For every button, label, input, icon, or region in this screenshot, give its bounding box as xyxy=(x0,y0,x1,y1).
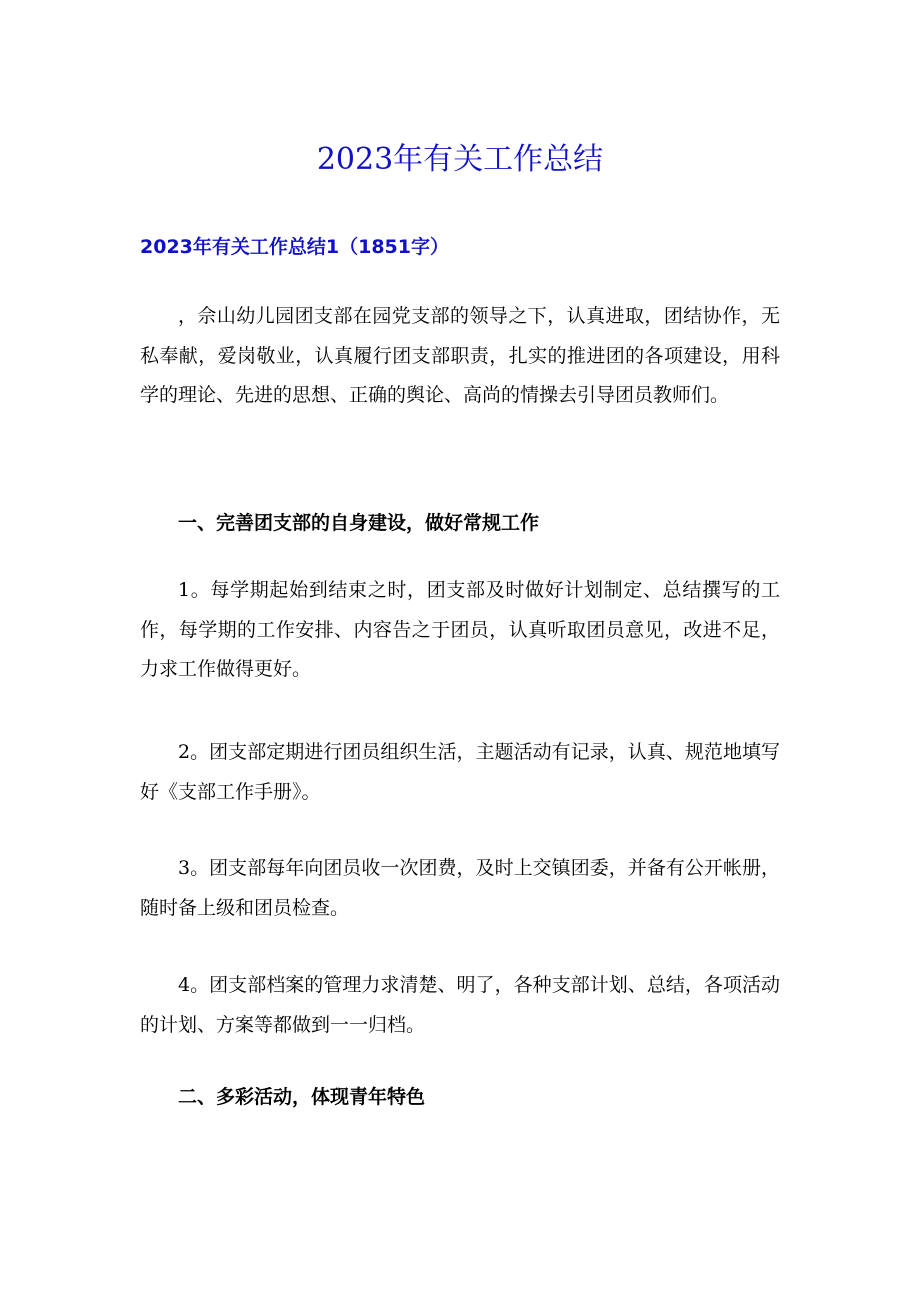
item-paragraph-3: 3。团支部每年向团员收一次团费，及时上交镇团委，并备有公开帐册，随时备上级和团员检查。 xyxy=(140,857,780,919)
section-heading-2: 二、多彩活动，体现青年特色 xyxy=(178,1086,426,1108)
item-paragraph-1: 1。每学期起始到结束之时，团支部及时做好计划制定、总结撰写的工作，每学期的工作安排、内容告之于团员，认真听取团员意见，改进不足，力求工作做得更好。 xyxy=(140,579,780,680)
intro-paragraph: ，佘山幼儿园团支部在园党支部的领导之下，认真进取，团结协作，无私奉献，爱岗敬业，认真履行团支部职责，扎实的推进团的各项建设，用科学的理论、先进的思想、正确的舆论、高尚的情操去引导团员教师们。 xyxy=(140,305,780,406)
item-paragraph-2: 2。团支部定期进行团员组织生活，主题活动有记录，认真、规范地填写好《支部工作手册》。 xyxy=(140,741,780,803)
item-paragraph-4: 4。团支部档案的管理力求清楚、明了，各种支部计划、总结，各项活动的计划、方案等都做到一一归档。 xyxy=(140,974,780,1036)
document-title: 2023年有关工作总结 xyxy=(316,142,604,177)
section-title: 2023年有关工作总结1（1851字） xyxy=(140,236,449,258)
section-heading-1: 一、完善团支部的自身建设，做好常规工作 xyxy=(178,512,540,534)
